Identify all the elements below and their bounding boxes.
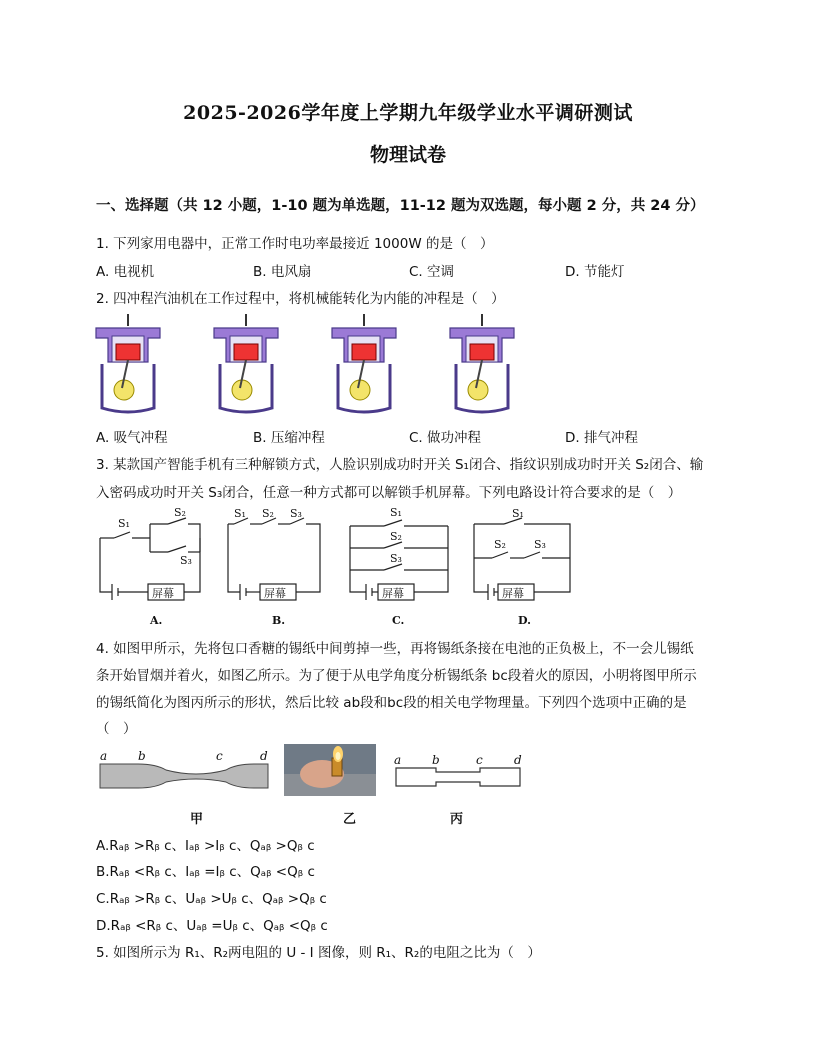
q4-option-b: B.Rₐᵦ <Rᵦ c、Iₐᵦ =Iᵦ c、Qₐᵦ <Qᵦ c: [96, 864, 315, 880]
question-4-stem-line-1: 4. 如图甲所示，先将包口香糖的锡纸中间剪掉一些，再将锡纸条接在电池的正负极上，不一会儿锡纸: [96, 641, 694, 657]
q1-option-d: D. 节能灯: [565, 264, 625, 280]
circuit-d-s1: S₁: [512, 507, 524, 520]
question-4-stem-line-4: （ ）: [96, 721, 137, 737]
q2-option-a: A. 吸气冲程: [96, 430, 168, 446]
jia-label-c: c: [216, 749, 223, 763]
bing-label-c: c: [476, 753, 483, 767]
q1-option-a: A. 电视机: [96, 264, 155, 280]
jia-label-b: b: [138, 749, 146, 763]
caption-yi: 乙: [343, 812, 357, 827]
section-heading: 一、选择题（共 12 小题，1-10 题为单选题，11-12 题为双选题，每小题 2 分，共 24 分）: [96, 198, 705, 214]
circuit-c-s3: S₃: [390, 552, 402, 565]
q2-option-b: B. 压缩冲程: [253, 430, 325, 446]
circuit-a-label: A.: [150, 614, 163, 627]
q4-option-c: C.Rₐᵦ >Rᵦ c、Uₐᵦ >Uᵦ c、Qₐᵦ >Qᵦ c: [96, 891, 327, 907]
question-3-stem-line-2: 入密码成功时开关 S₃闭合，任意一种方式都可以解锁手机屏幕。下列电路设计符合要求的是（ ）: [96, 485, 682, 501]
circuit-d-load: 屏幕: [502, 587, 524, 600]
circuit-b-load: 屏幕: [264, 587, 286, 600]
q1-option-c: C. 空调: [409, 264, 455, 280]
circuit-c-s2: S₂: [390, 530, 402, 543]
circuit-b-s3: S₃: [290, 507, 302, 520]
circuit-d-s2: S₂: [494, 538, 506, 551]
question-1-stem: 1. 下列家用电器中，正常工作时电功率最接近 1000W 的是（ ）: [96, 236, 494, 252]
caption-jia: 甲: [190, 812, 204, 827]
circuit-diagrams: [92, 504, 588, 630]
circuit-c-label: C.: [392, 614, 405, 627]
circuit-a-s3: S₃: [180, 554, 192, 567]
circuit-a-s2: S₂: [174, 506, 186, 519]
engine-figure-c: [332, 314, 396, 412]
circuit-a-load: 屏幕: [152, 587, 174, 600]
circuit-d-label: D.: [518, 614, 531, 627]
q4-option-a: A.Rₐᵦ >Rᵦ c、Iₐᵦ >Iᵦ c、Qₐᵦ >Qᵦ c: [96, 838, 315, 854]
question-2-stem: 2. 四冲程汽油机在工作过程中，将机械能转化为内能的冲程是（ ）: [96, 291, 505, 307]
circuit-b-label: B.: [272, 614, 286, 627]
tinfoil-strip-bing: [396, 768, 520, 786]
question-3-stem-line-1: 3. 某款国产智能手机有三种解锁方式，人脸识别成功时开关 S₁闭合、指纹识别成功时开关 S₂闭合、输: [96, 457, 704, 473]
circuit-c-load: 屏幕: [382, 587, 404, 600]
question-4-stem-line-2: 条开始冒烟并着火，如图乙所示。为了便于从电学角度分析锡纸条 bc段着火的原因，小明将图甲所示: [96, 668, 697, 684]
engine-figure-a: [96, 314, 160, 412]
page-title: 2025-2026学年度上学期九年级学业水平调研测试: [183, 102, 633, 124]
bing-label-a: a: [394, 753, 402, 767]
jia-label-d: d: [260, 749, 268, 763]
question-5-stem: 5. 如图所示为 R₁、R₂两电阻的 U - I 图像，则 R₁、R₂的电阻之比为（ ）: [96, 945, 541, 961]
q4-option-d: D.Rₐᵦ <Rᵦ c、Uₐᵦ =Uᵦ c、Qₐᵦ <Qᵦ c: [96, 918, 328, 934]
page-subtitle: 物理试卷: [369, 144, 446, 166]
tinfoil-figures: [96, 740, 536, 812]
engine-figure-d: [450, 314, 514, 412]
circuit-b-s1: S₁: [234, 507, 246, 520]
question-4-stem-line-3: 的锡纸简化为图丙所示的形状，然后比较 ab段和bc段的相关电学物理量。下列四个选项中正确的是: [96, 695, 687, 711]
circuit-b-s2: S₂: [262, 507, 274, 520]
bing-label-d: d: [514, 753, 522, 767]
circuit-c-s1: S₁: [390, 506, 402, 519]
engine-figure-b: [214, 314, 278, 412]
jia-label-a: a: [100, 749, 108, 763]
burning-tinfoil-photo: [284, 744, 376, 796]
caption-bing: 丙: [450, 812, 464, 827]
circuit-d-s3: S₃: [534, 538, 546, 551]
q1-option-b: B. 电风扇: [253, 264, 312, 280]
engine-stroke-figures: [90, 312, 550, 420]
circuit-a-s1: S₁: [118, 517, 130, 530]
q2-option-c: C. 做功冲程: [409, 430, 482, 446]
q2-option-d: D. 排气冲程: [565, 430, 638, 446]
tinfoil-strip-jia: [100, 764, 268, 788]
bing-label-b: b: [432, 753, 440, 767]
